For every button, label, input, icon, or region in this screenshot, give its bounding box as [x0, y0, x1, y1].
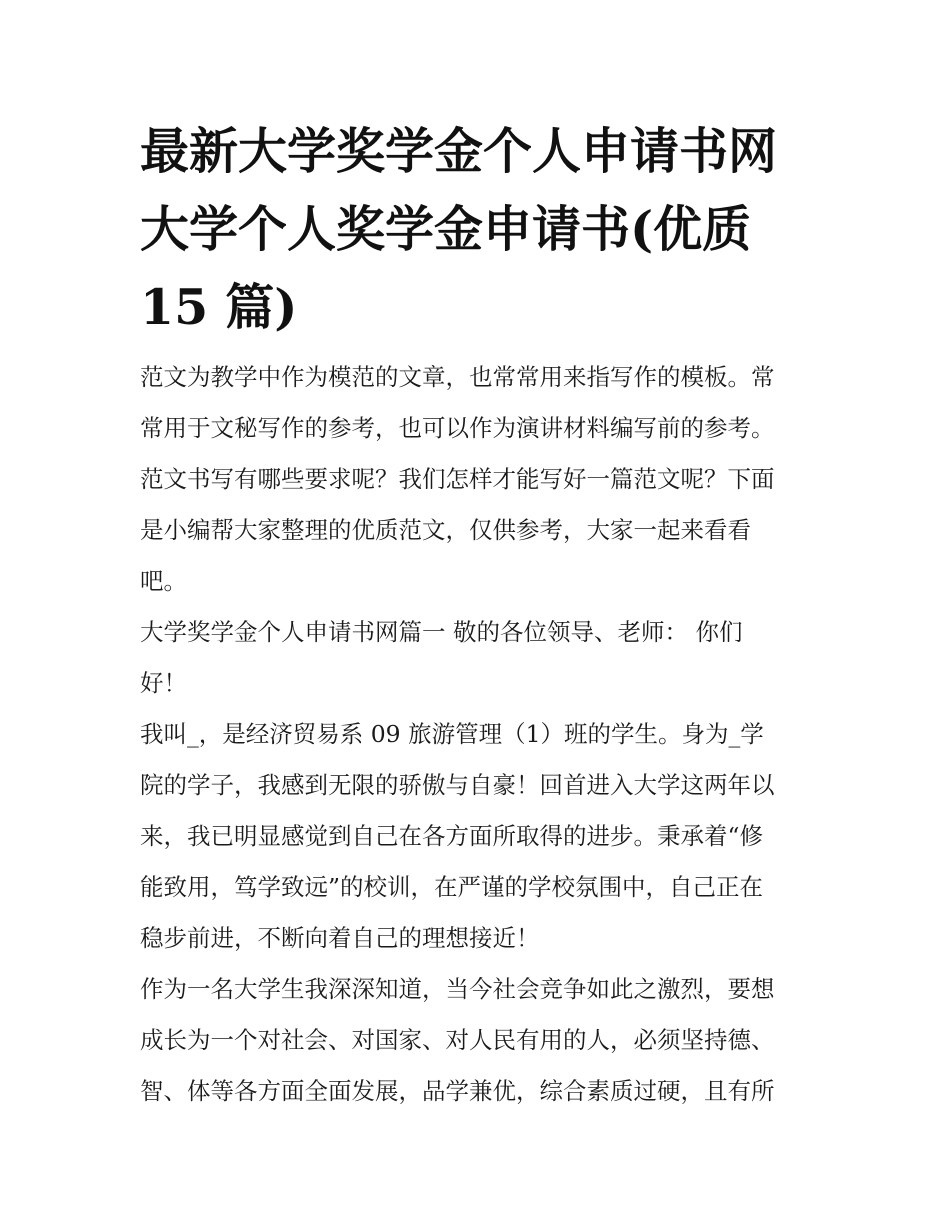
text-line: 是小编帮大家整理的优质范文，仅供参考，大家一起来看看	[140, 516, 751, 544]
text-line: 智、体等各方面全面发展，品学兼优，综合素质过硬，且有所	[140, 1077, 775, 1105]
title-line: 15 篇)	[140, 278, 298, 336]
text-line: 范文为教学中作为模范的文章，也常常用来指写作的模板。常	[140, 363, 775, 391]
title-line: 最新大学奖学金个人申请书网	[140, 122, 778, 180]
title-line: 大学个人奖学金申请书(优质	[140, 200, 752, 258]
text-line: 来，我已明显感觉到自己在各方面所取得的进步。秉承着“修	[140, 822, 764, 850]
self-intro-paragraph	[140, 709, 830, 964]
text-line: 范文书写有哪些要求呢？我们怎样才能写好一篇范文呢？下面	[140, 465, 775, 493]
text-line: 能致用，笃学致远”的校训，在严谨的学校氛围中，自己正在	[140, 873, 764, 901]
text-line: 我叫_，是经济贸易系 09 旅游管理（1）班的学生。身为_学	[140, 720, 764, 748]
text-line: 大学奖学金个人申请书网篇一 敬的各位领导、老师： 你们	[140, 618, 743, 646]
text-line: 稳步前进，不断向着自己的理想接近！	[140, 924, 540, 952]
text-line: 吧。	[140, 567, 187, 595]
text-line: 院的学子，我感到无限的骄傲与自豪！回首进入大学这两年以	[140, 771, 775, 799]
text-line: 成长为一个对社会、对国家、对人民有用的人，必须坚持德、	[140, 1026, 775, 1054]
intro-paragraph	[140, 352, 830, 607]
body-paragraph	[140, 964, 830, 1117]
greeting-paragraph	[140, 607, 830, 709]
text-line: 常用于文秘写作的参考，也可以作为演讲材料编写前的参考。	[140, 414, 775, 442]
document-title	[140, 112, 840, 346]
text-line: 作为一名大学生我深深知道，当今社会竞争如此之激烈，要想	[140, 975, 775, 1003]
text-line: 好！	[140, 669, 187, 697]
document-body	[140, 352, 830, 1117]
